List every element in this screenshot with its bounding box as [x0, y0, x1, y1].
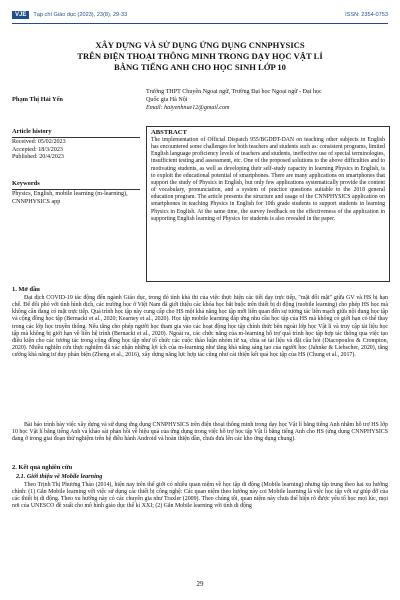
page-number: 29	[196, 580, 204, 588]
section-heading-intro: 1. Mở đầu	[12, 286, 40, 293]
abstract-text: The implementation of Official Dispatch 955/BGDĐT-DAN on teaching other subjects in English has encountered some challenges for both teachers and students such as: consistent programs, limited English language proficiency levels of teachers and students, ineffective use of special terminologies, insufficient testing and assessment, etc. One of the proposed solutions to the above difficulties and to motivating students, as well as developing their self-study capacity in learning Physics in English, is to exploit the educational potential of smartphones. There are many applications on smartphones that support the study of Physics in English, but only few applications systematically provide the content of vocabulary, pronunciation, and a system of practice questions suitable to the 2018 general education program. The article presents the structure and usage of the CNNPHYSICS application on smartphones in teaching Physics in English for 10th grade students to support students in learning Physics in English. At the same time, the survey feedback on the effectiveness of the application in supporting English learning of Physics for students is also revealed in the paper.	[151, 137, 385, 222]
intro-paragraph-1: Đại dịch COVID-19 tác động đến ngành Giáo dục, trong đó tính khả thi của việc thực hiện các tiết dạy trực tiếp, "mặt đối mặt" giữa GV và HS bị hạn chế. Để đối phó với tình hình dịch, các trường học ở Việt Nam đã giới thiệu các khóa học bắt buộc trên thiết bị di động (mobile learning) cho phép HS học mà không cần đang có mặt trực tiếp. Quá trình học tập này cung cấp cho HS một khả năng học tập mới liên quan đến sự tương tác liên mạch giữa nội dung học tập và cộng đồng học tập (Bernacki et al., 2020; Kearney et al., 2020). Học tập mobile learning đáp ứng nhu cầu học tập của HS mà không có giới hạn có thể thay trong các lớp học truyền thống. Nếu tăng cho phép người học tham gia vào các hoạt động học tập chính thức bên ngoài lớp học Vật lí và truy cập tài liệu học tập mà không bị giới hạn về liên hệ trình (Bernacki et al., 2020). Ngoài ra, các chức năng của m-learning hỗ trợ quá trình học tập hợp tác thông qua việc tạo điều kiện cho các tương tác trong cộng đồng học tập như tổ chức các cuộc thảo luận nhóm từ xa, chia sẻ tài liệu và đặt câu hỏi (Diacopoulos & Crompton, 2020). Nhiều nghiên cứu thực nghiệm đã xác nhận những lợi ích của m-learning như tăng khả năng sáng tạo của người học (Jahnke & Liebscher, 2020), tăng cường khả năng tư duy phản biện (Zheng et al., 2016), xây dựng năng lực hợp tác cũng như cải thiện kết quả học tập của HS (Chung et al., 2017).	[12, 295, 388, 359]
keywords-text: Physics, English, mobile learning (m-learning), CNNPHYSICS app	[12, 191, 128, 205]
mobile-learning-paragraph: Theo Trịnh Thị Phương Thảo (2014), hiện nay trên thế giới có nhiều quan niệm về học tập di động (Mobile learning) nhưng tập trung theo hai xu hướng chính: (1) Gắn Mobile learning với việc sử dụng các thiết bị công nghệ: Các quan niệm theo hướng này coi Mobile learning là việc học tập với sự giúp đỡ của các thiết bị di động. Theo xu hướng này có các chuyên gia như Traxler (2009). Theo chúng tôi, quan niệm này chưa thể hiện rõ được yếu tố học mọi lúc, mọi nơi của UNESCO đề xuất cho mô hình giáo dục thế kỉ XXI; (2) Gắn Mobile learning với tính di động	[12, 482, 388, 510]
issn: ISSN: 2354-0753	[345, 12, 388, 18]
published-date: Published: 20/4/2023	[12, 154, 64, 161]
history-divider	[12, 137, 140, 138]
abstract-box	[146, 126, 390, 282]
article-history-heading: Article history	[12, 128, 52, 135]
received-date: Received: 05/02/2023	[12, 139, 66, 146]
intro-paragraph-2: Bài báo trình bày việc xây dựng và sử dụng ứng dụng CNNPHYSICS trên điện thoại thông minh trong dạy học Vật lí bằng tiếng Anh nhằm hỗ trợ HS lớp 10 học Vật lí bằng tiếng Anh và khảo sát phản hồi về hiệu quả của ứng dụng trong việc hỗ trợ học tập Vật lí bằng tiếng Anh cho HS (ứng dụng CNNPHYSICS đang ở trong giai đoạn thử nghiệm trên hệ điều hành Android và hoàn thiện dần, chưa đưa lên các kho ứng dụng chung).	[12, 422, 388, 443]
section-heading-results: 2. Kết quả nghiên cứu	[12, 464, 73, 471]
author-name: Phạm Thị Hải Yến	[12, 96, 63, 103]
journal-logo-badge: VJE	[12, 11, 29, 19]
journal-citation: Tạp chí Giáo dục (2023), 23(8), 29-33	[33, 12, 128, 18]
keywords-heading: Keywords	[12, 180, 40, 187]
affiliation-line-2: Quốc gia Hà Nội	[146, 97, 188, 103]
accepted-date: Accepted: 18/3/2023	[12, 146, 63, 153]
header-divider	[12, 23, 388, 24]
subsection-heading-mobile-learning: 2.1. Giới thiệu về Mobile learning	[16, 473, 103, 480]
keywords	[12, 180, 140, 206]
abstract-heading: ABSTRACT	[151, 129, 187, 136]
author-affiliation	[146, 88, 390, 112]
author-email: Email: haiyenhnue12@gmail.com	[146, 105, 230, 111]
title-line-2: TRÊN ĐIỆN THOẠI THÔNG MINH TRONG DẠY HỌC VẬT LÍ	[77, 51, 323, 61]
title-line-3: BẰNG TIẾNG ANH CHO HỌC SINH LỚP 10	[114, 62, 286, 72]
title-line-1: XÂY DỰNG VÀ SỬ DỤNG ỨNG DỤNG CNNPHYSICS	[95, 40, 305, 50]
affiliation-line-1: Trường THPT Chuyên Ngoại ngữ, Trường Đại học Ngoại ngữ - Đại học	[146, 89, 322, 95]
article-history	[12, 128, 140, 162]
keywords-divider	[12, 189, 140, 190]
journal-header	[12, 8, 388, 22]
